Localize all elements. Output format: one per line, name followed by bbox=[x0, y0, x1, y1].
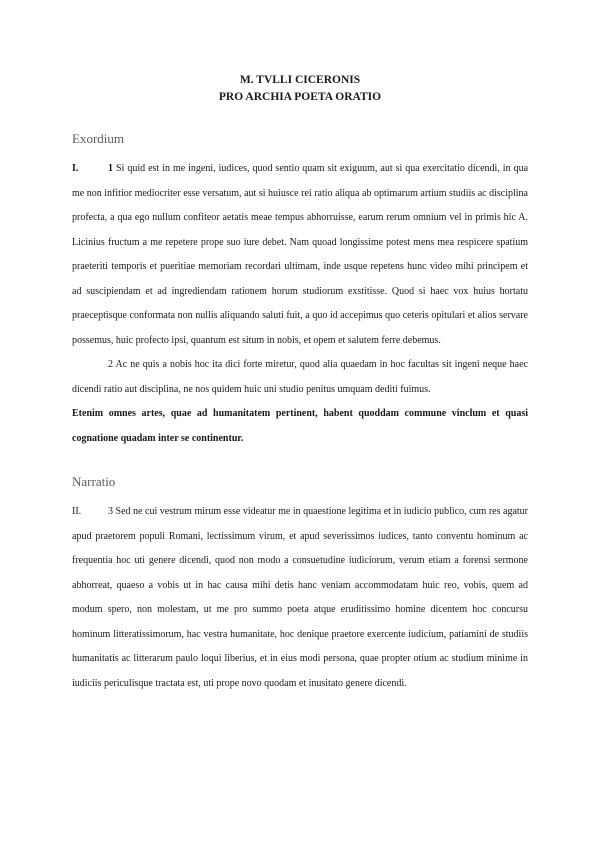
paragraph-2 bbox=[72, 353, 528, 402]
paragraph-number: 1 bbox=[108, 163, 113, 174]
section-narratio bbox=[72, 474, 528, 696]
section-heading-exordium: Exordium bbox=[72, 131, 124, 146]
title-block bbox=[72, 72, 528, 106]
paragraph-3 bbox=[72, 500, 528, 696]
chapter-number: I. bbox=[72, 163, 79, 174]
paragraph-number: 2 bbox=[108, 359, 113, 370]
section-heading-narratio: Narratio bbox=[72, 474, 116, 489]
paragraph-1 bbox=[72, 157, 528, 353]
chapter-number: II. bbox=[72, 506, 82, 517]
document-title-author: M. TVLLI CICERONIS bbox=[239, 74, 361, 86]
document-title-work: PRO ARCHIA POETA ORATIO bbox=[218, 91, 382, 103]
paragraph-number: 3 bbox=[108, 506, 113, 517]
document-page bbox=[72, 72, 528, 696]
section-exordium bbox=[72, 131, 528, 451]
paragraph-text: Sed ne cui vestrum mirum esse videatur me in quaestione legitima et in iudicio publico, cum res agatur apud praetorem populi Romani, lectissimum virum, et apud severissimos iudices, tanto conventu hominum ac frequentia hoc uti genere dicendi, quod non modo a consuetudine iudiciorum, verum etiam a forensi sermone abhorreat, quaeso a vobis ut in hac causa mihi detis hanc veniam accommodatam huic reo, vobis, quem ad modum spero, non molestam, ut me pro summo poeta atque eruditissimo homine dicentem hoc concursu hominum litteratissimorum, hac vestra humanitate, hoc denique praetore exercente iudicium, patiamini de studiis humanitatis ac litterarum paulo loqui liberius, et in eius modi persona, quae propter otium ac studium minime in iudiciis periculisque tractata est, uti prope novo quodam et inusitato genere dicendi. bbox=[72, 506, 528, 689]
paragraph-text: Ac ne quis a nobis hoc ita dici forte miretur, quod alia quaedam in hoc facultas sit ingeni neque haec dicendi ratio aut disciplina, ne nos quidem huic uni studio penitus umquam dediti fuimus. bbox=[72, 359, 528, 395]
bold-passage: Etenim omnes artes, quae ad humanitatem pertinent, habent quoddam commune vinclum et quasi cognatione quadam inter se continentur. bbox=[72, 408, 528, 444]
paragraph-text: Si quid est in me ingeni, iudices, quod sentio quam sit exiguum, aut si qua exercitatio dicendi, in qua me non infitior mediocriter esse versatum, aut si huiusce rei ratio aliqua ab optimarum artium studiis ac disciplina profecta, a qua ego nullum confiteor aetatis meae tempus abhorruisse, earum rerum omnium vel in primis hic A. Licinius fructum a me repetere prope suo iure debet. Nam quoad longissime potest mens mea respicere spatium praeteriti temporis et pueritiae memoriam recordari ultimam, inde usque repetens hunc video mihi principem et ad suscipiendam et ad ingrediendam rationem horum studiorum exstitisse. Quod si haec vox huius hortatu praeceptisque conformata non nullis aliquando saluti fuit, a quo id accepimus quo ceteris opitulari et alios servare possemus, huic profecto ipsi, quantum est situm in nobis, et opem et salutem ferre debemus. bbox=[72, 163, 529, 346]
